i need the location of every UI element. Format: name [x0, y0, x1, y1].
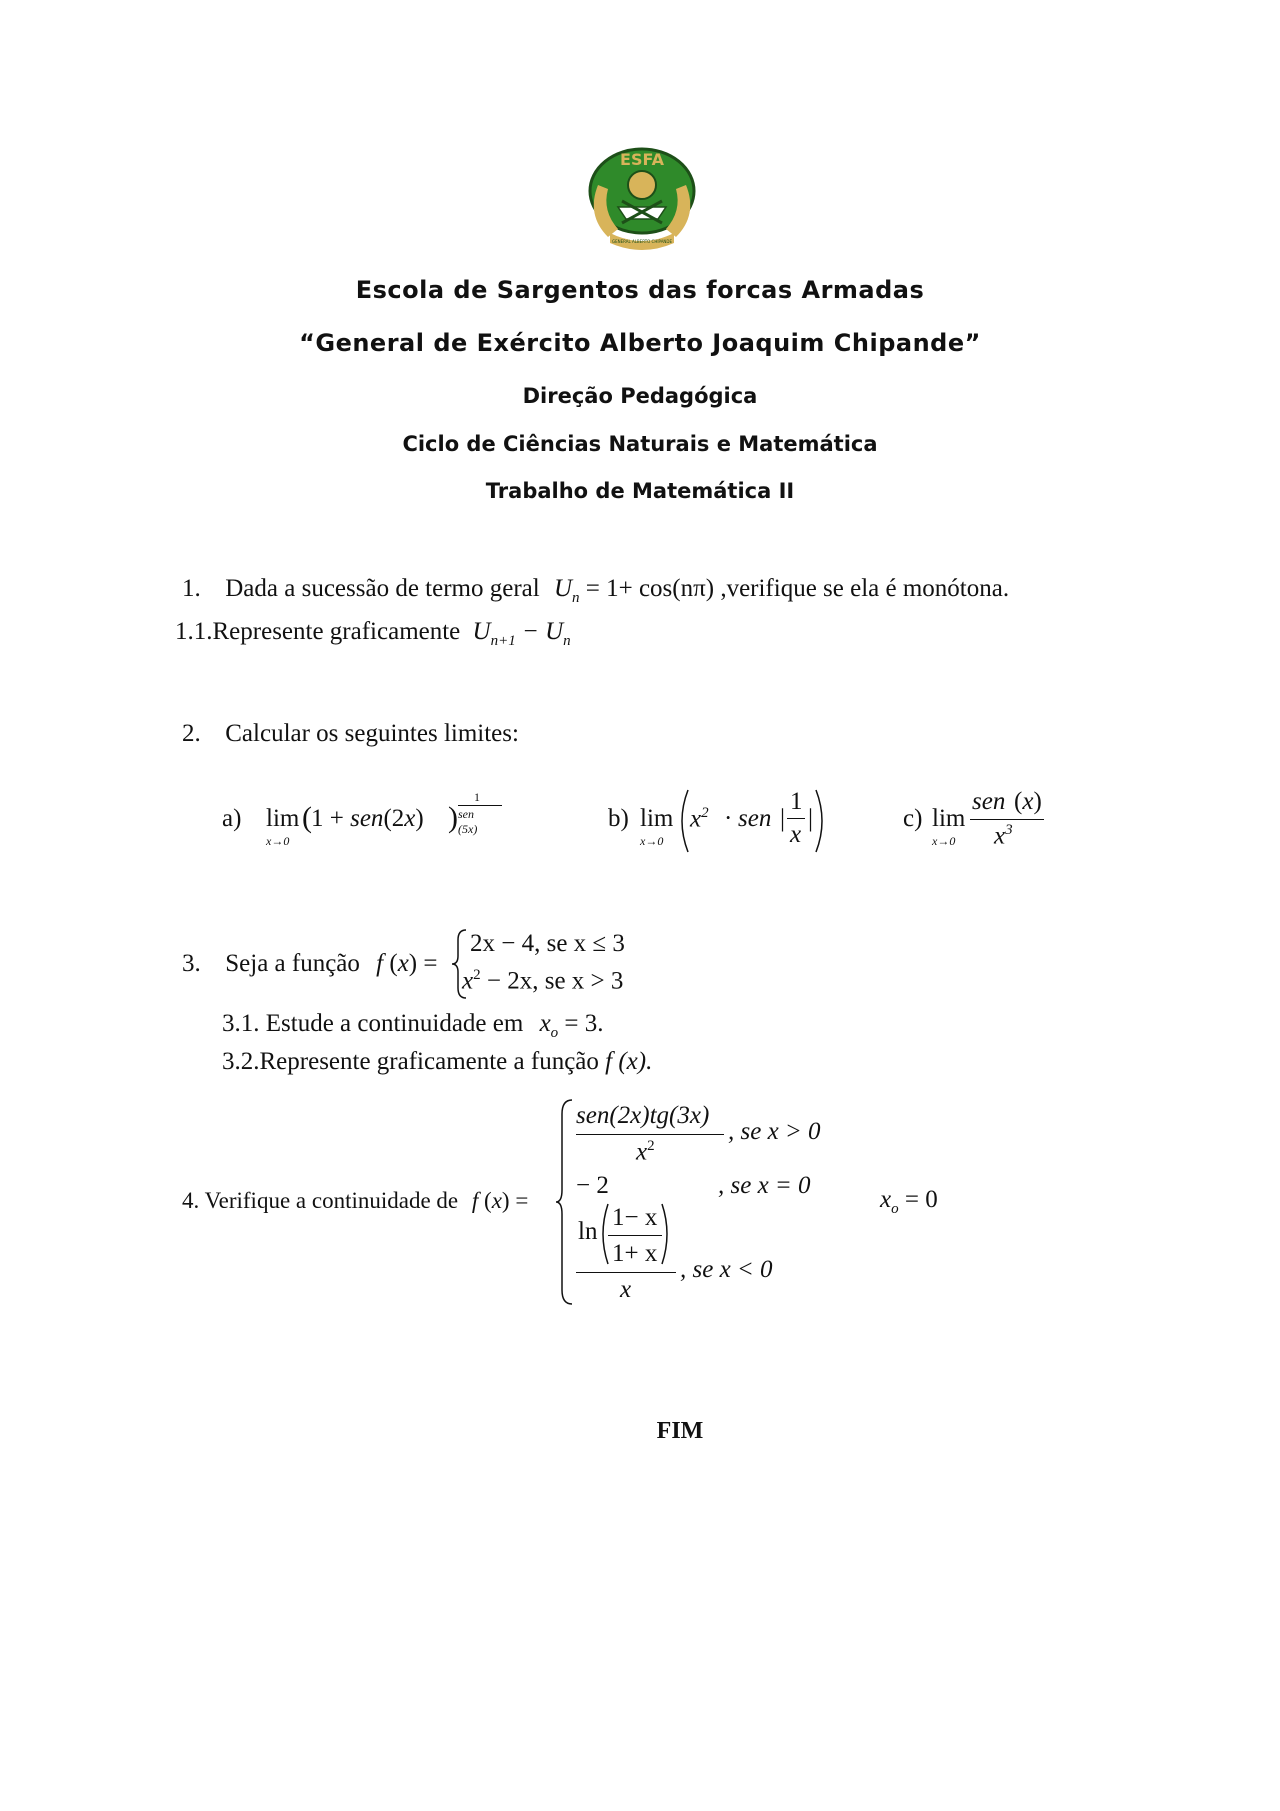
q3-sub2-line — [222, 1048, 652, 1076]
cycle-name: Ciclo de Ciências Naturais e Matemática — [402, 432, 878, 456]
q1-text-before: Dada a sucessão de termo geral — [225, 575, 540, 602]
q2-c-expression: lim x→0 sen (x) $x^3$ — [932, 788, 1052, 858]
q4-brace — [554, 1098, 576, 1306]
assignment-title: Trabalho de Matemática II — [485, 479, 795, 503]
q3-number: 3. — [182, 950, 201, 977]
q1-line: 1. Dada a sucessão de termo geral $U_n = 1+ \cos(n\pi)$ ,verifique se ela é monótona. — [182, 575, 1010, 606]
q3-sub2-text: 3.2.Represente graficamente a função — [222, 1048, 599, 1075]
q3-sub1-line: 3.1. Estude a continuidade em $x_o = 3$. — [222, 1010, 604, 1041]
q3-case1: 2x − 4, se x ≤ 3 — [470, 930, 625, 957]
school-patron: “General de Exército Alberto Joaquim Chipande” — [299, 329, 981, 357]
q4-case2-cond: , se x = 0 — [718, 1172, 811, 1199]
end-marker: FIM — [656, 1418, 704, 1444]
q4-case3-cond: , se x < 0 — [680, 1256, 773, 1283]
q2-b-label: b) — [608, 805, 629, 832]
q4-case3-num-b: 1+ x — [612, 1240, 658, 1267]
q3-sub1-text: 3.1. Estude a continuidade em — [222, 1010, 524, 1037]
q4-case3-den: x — [620, 1276, 632, 1303]
q1-text-after: ,verifique se ela é monótona. — [720, 575, 1010, 602]
q4-case3-ln: ln — [578, 1218, 598, 1245]
q2-b-lim: lim — [640, 805, 674, 832]
q1-sub-line: 1.1.Represente graficamente $U_{n+1} - U_n$ — [175, 618, 571, 649]
q3-text: Seja a função — [225, 950, 360, 977]
q2-a-label: a) — [222, 805, 242, 832]
q1-sub-text: 1.1.Represente graficamente — [175, 618, 461, 645]
q3-sub1-point: = 3. — [564, 1010, 604, 1037]
q1-formula: = 1+ cos(nπ) — [585, 575, 715, 602]
q3-sub2-func: f (x). — [605, 1048, 653, 1075]
q3-case2: $x^2 - 2x$, se x > 3 — [462, 967, 624, 995]
q4-point: $x_o = 0$ — [880, 1186, 938, 1217]
q2-b-expression: lim x→0 $x^2$ · sen | 1 x | — [640, 788, 820, 858]
q3-case2-rest: − 2x, se x > 3 — [480, 967, 624, 995]
q1-number: 1. — [182, 575, 201, 602]
q2-text: Calcular os seguintes limites: — [225, 720, 519, 747]
q4-case1-den: $x^2$ — [636, 1138, 655, 1166]
q4-line: 4. Verifique a continuidade de f (x) = — [182, 1188, 529, 1213]
q3-line: 3. Seja a função f (x) = — [182, 950, 438, 977]
school-logo — [578, 145, 706, 255]
q2-c-label: c) — [903, 805, 923, 832]
q2-c-lim: lim — [932, 805, 966, 832]
q4-case3-num-a: 1− x — [612, 1204, 658, 1231]
department-name: Direção Pedagógica — [522, 384, 758, 408]
q4-case1-num: sen(2x)tg(3x) — [576, 1102, 710, 1129]
q2-a-expression: lim x→0 ( 1 + sen(2x) ) 1 sen (5x) — [266, 788, 496, 848]
logo-text-bottom: GENERAL ALBERTO CHIPANDE — [611, 239, 673, 244]
q4-text: 4. Verifique a continuidade de — [182, 1188, 459, 1213]
q2-number: 2. — [182, 720, 201, 747]
logo-text-top: ESFA — [620, 150, 664, 169]
q4-case1-cond: , se x > 0 — [728, 1118, 821, 1145]
q2-c-lim-under: x→0 — [932, 834, 956, 848]
q2-b-lim-under: x→0 — [640, 834, 664, 848]
school-name: Escola de Sargentos das forcas Armadas — [355, 276, 925, 304]
q2-a-lim-under: x→0 — [266, 834, 290, 848]
q4-case2-val: − 2 — [576, 1172, 609, 1199]
q2-a-lim: lim — [266, 805, 300, 832]
q4-point-value: = 0 — [904, 1186, 938, 1213]
q2-line — [182, 720, 519, 748]
